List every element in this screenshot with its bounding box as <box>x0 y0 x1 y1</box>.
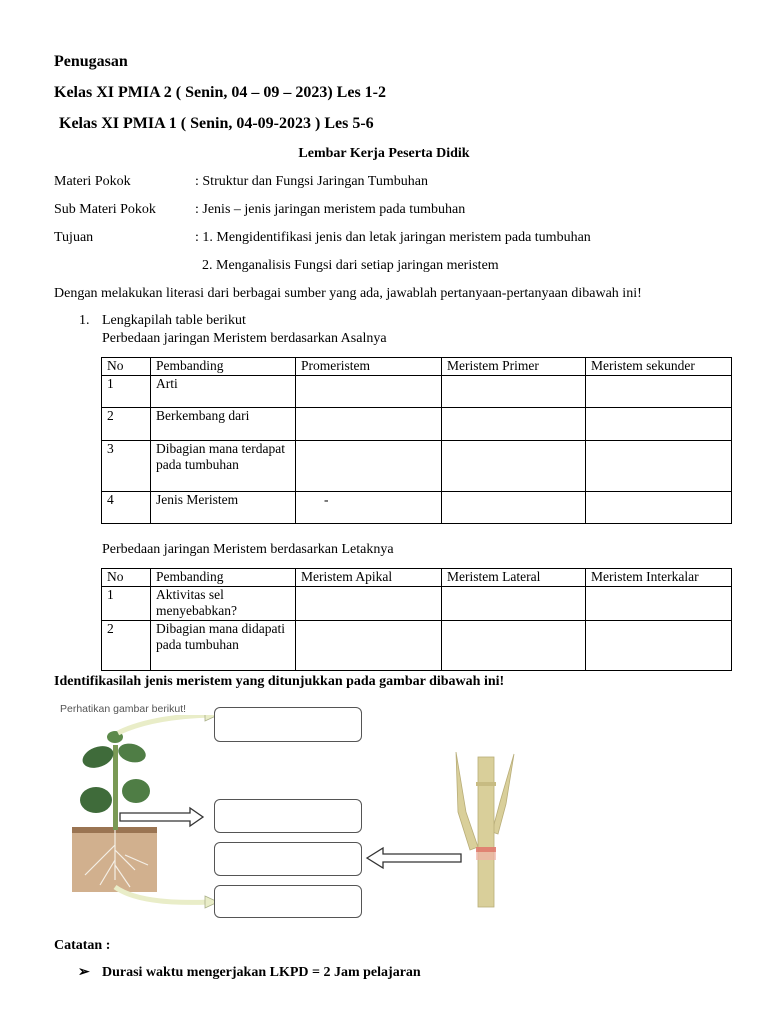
question-number: 1. <box>79 313 90 328</box>
table2-header-apikal: Meristem Apikal <box>296 569 442 587</box>
plant-illustration <box>60 715 220 915</box>
figure-caption: Perhatikan gambar berikut! <box>60 703 187 715</box>
answer-cell[interactable] <box>442 376 586 408</box>
materi-key: Materi Pokok <box>54 174 131 189</box>
answer-box-lateral[interactable] <box>214 799 362 833</box>
class-schedule-1: Kelas XI PMIA 2 ( Senin, 04 – 09 – 2023) Les 1-2 <box>54 84 386 101</box>
table1-subtitle: Perbedaan jaringan Meristem berdasarkan Asalnya <box>102 331 387 346</box>
node-highlight-icon <box>476 847 496 852</box>
identify-instruction: Identifikasilah jenis meristem yang ditunjukkan pada gambar dibawah ini! <box>54 674 505 689</box>
leaf-icon <box>122 779 150 803</box>
table-row <box>102 492 732 524</box>
table-cell: 3 <box>102 441 151 492</box>
tujuan-key: Tujuan <box>54 230 94 245</box>
sub-materi-key: Sub Materi Pokok <box>54 202 156 217</box>
table-row <box>102 587 732 621</box>
table-row <box>102 621 732 671</box>
table-cell: 2 <box>102 408 151 441</box>
answer-cell[interactable] <box>586 587 732 621</box>
answer-cell[interactable] <box>442 621 586 671</box>
table-cell: Aktivitas sel menyebabkan? <box>151 587 296 621</box>
stem-icon <box>113 745 118 830</box>
table-cell: Berkembang dari <box>151 408 296 441</box>
table-meristem-letak <box>101 568 732 671</box>
leaf-icon <box>80 742 117 772</box>
question-text: Lengkapilah table berikut <box>102 313 246 328</box>
leaf-icon <box>80 787 112 813</box>
table2-header-pembanding: Pembanding <box>151 569 296 587</box>
table2-header-no: No <box>102 569 151 587</box>
table1-header-meristem-sekunder: Meristem sekunder <box>586 358 732 376</box>
answer-cell[interactable] <box>442 441 586 492</box>
culm-icon <box>478 757 494 907</box>
answer-box-shoot[interactable] <box>214 707 362 742</box>
answer-cell[interactable] <box>296 408 442 441</box>
table-meristem-asal <box>101 357 732 524</box>
table-cell: 2 <box>102 621 151 671</box>
answer-cell[interactable] <box>296 587 442 621</box>
worksheet-title: Lembar Kerja Peserta Didik <box>298 146 470 161</box>
answer-cell[interactable] <box>296 621 442 671</box>
table-cell: Dibagian mana didapati pada tumbuhan <box>151 621 296 671</box>
table-cell: Arti <box>151 376 296 408</box>
instruction: Dengan melakukan literasi dari berbagai sumber yang ada, jawablah pertanyaan-pertanyaan dibawah ini! <box>54 286 642 301</box>
answer-cell[interactable] <box>296 441 442 492</box>
table1-header-meristem-primer: Meristem Primer <box>442 358 586 376</box>
leaf-icon <box>116 741 148 766</box>
table-cell: 1 <box>102 376 151 408</box>
class-schedule-2: Kelas XI PMIA 1 ( Senin, 04-09-2023 ) Les 5-6 <box>59 115 374 132</box>
answer-cell[interactable] <box>586 376 732 408</box>
table-cell: Jenis Meristem <box>151 492 296 524</box>
bullet-arrow-icon: ➢ <box>78 965 90 980</box>
table1-header-no: No <box>102 358 151 376</box>
materi-value: : Struktur dan Fungsi Jaringan Tumbuhan <box>195 174 428 189</box>
tujuan-1: : 1. Mengidentifikasi jenis dan letak jaringan meristem pada tumbuhan <box>195 230 591 245</box>
answer-cell[interactable] <box>586 621 732 671</box>
table-cell: 4 <box>102 492 151 524</box>
assignment-label: Penugasan <box>54 53 128 70</box>
answer-cell[interactable] <box>442 492 586 524</box>
arrow-shoot-icon <box>118 715 210 733</box>
arrow-lateral-icon <box>120 808 203 826</box>
sub-materi-value: : Jenis – jenis jaringan meristem pada tumbuhan <box>195 202 466 217</box>
notes-duration: Durasi waktu mengerjakan LKPD = 2 Jam pelajaran <box>102 965 421 980</box>
notes-title: Catatan : <box>54 938 111 953</box>
table-cell: Dibagian mana terdapat pada tumbuhan <box>151 441 296 492</box>
answer-cell[interactable]: - <box>296 492 442 524</box>
answer-box-intercalary[interactable] <box>214 842 362 876</box>
table2-subtitle: Perbedaan jaringan Meristem berdasarkan Letaknya <box>102 542 394 557</box>
table1-header-promeristem: Promeristem <box>296 358 442 376</box>
answer-cell[interactable] <box>442 587 586 621</box>
answer-cell[interactable] <box>442 408 586 441</box>
tujuan-2: 2. Menganalisis Fungsi dari setiap jaringan meristem <box>202 258 499 273</box>
grass-leaf-icon <box>492 754 514 834</box>
table-cell: 1 <box>102 587 151 621</box>
table-row <box>102 408 732 441</box>
answer-cell[interactable] <box>586 492 732 524</box>
grass-leaf-icon <box>456 752 478 850</box>
table-row <box>102 441 732 492</box>
table2-header-interkalar: Meristem Interkalar <box>586 569 732 587</box>
table1-header-pembanding: Pembanding <box>151 358 296 376</box>
answer-box-root[interactable] <box>214 885 362 918</box>
table2-header-lateral: Meristem Lateral <box>442 569 586 587</box>
answer-cell[interactable] <box>586 408 732 441</box>
table-row <box>102 376 732 408</box>
bamboo-illustration <box>448 752 523 912</box>
answer-cell[interactable] <box>296 376 442 408</box>
answer-cell[interactable] <box>586 441 732 492</box>
